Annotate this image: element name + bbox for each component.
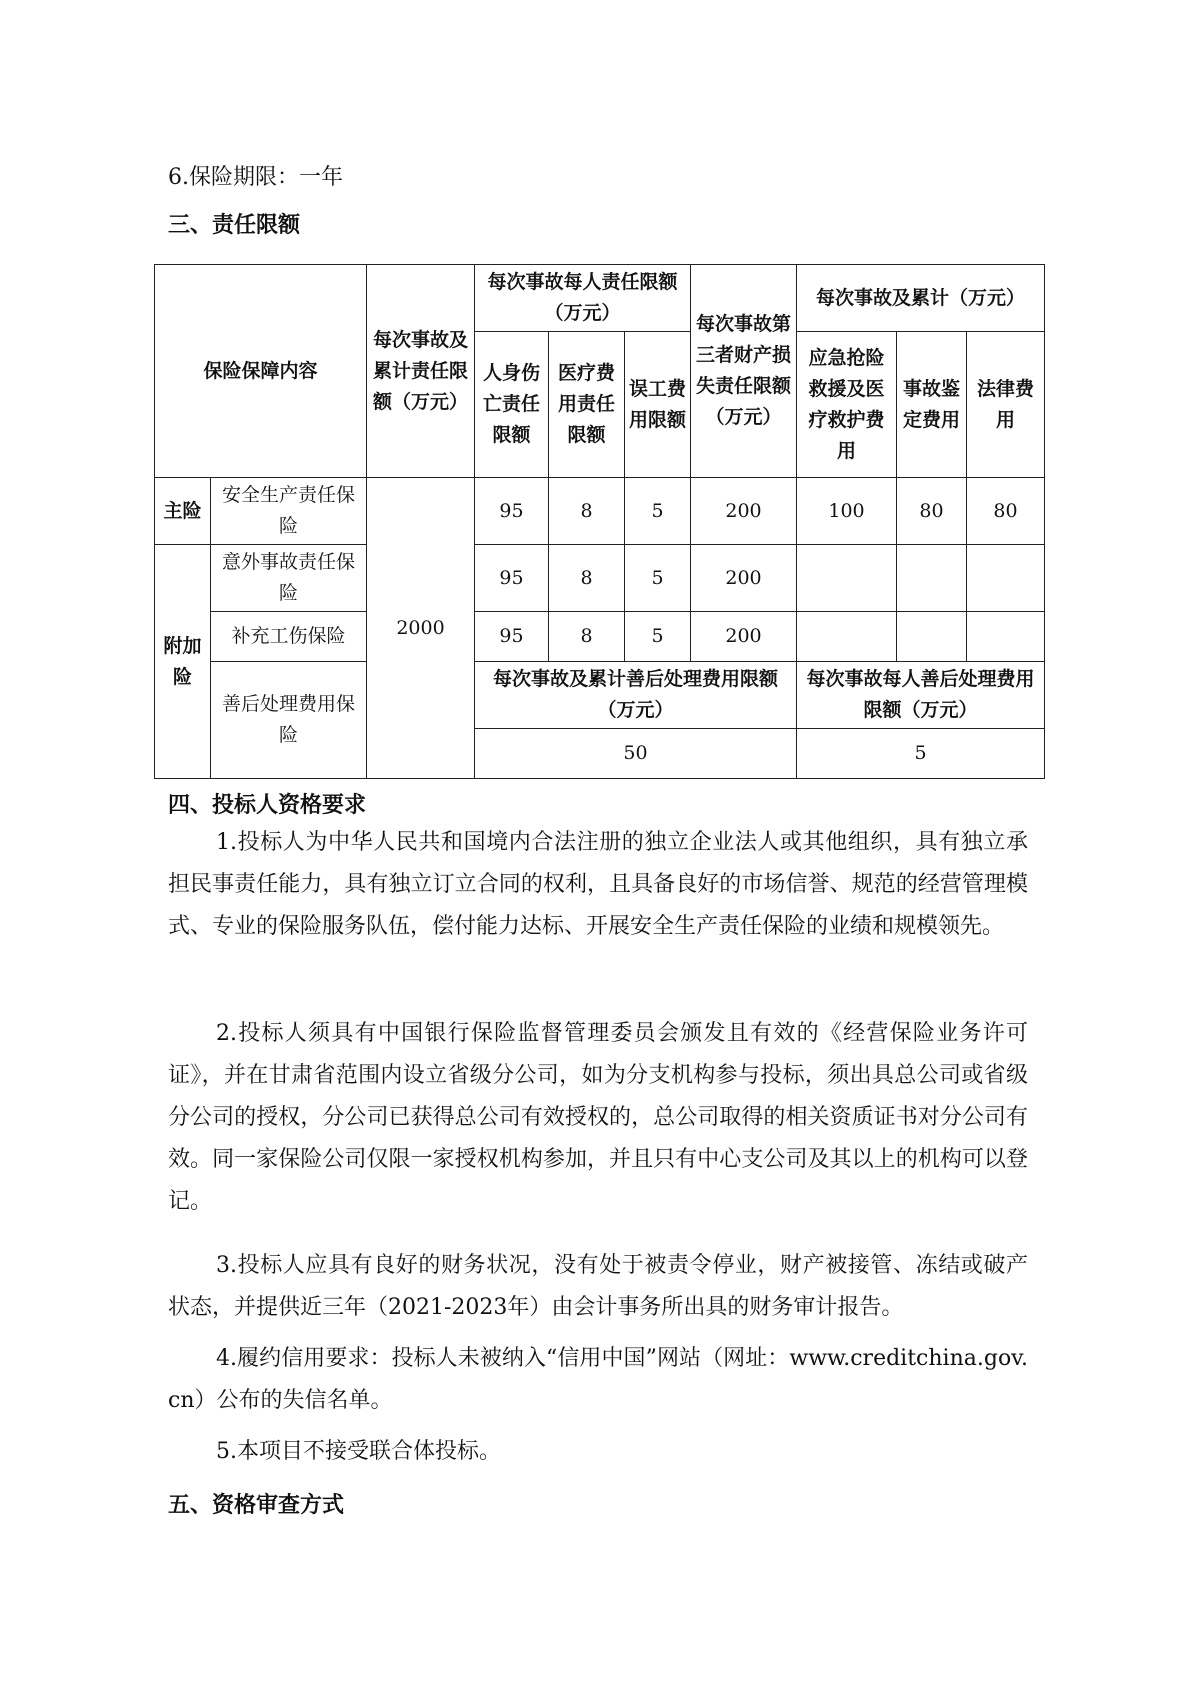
insurance-period: 6.保险期限：一年 (168, 165, 343, 190)
legal-cost-value: 80 (967, 478, 1045, 545)
header-per-accident-total-limit: 每次事故及累计责任限额（万元） (367, 265, 475, 478)
medical-limit-value: 8 (549, 612, 625, 662)
header-appraisal-cost: 事故鉴定费用 (897, 332, 967, 478)
third-party-limit-value: 200 (691, 478, 797, 545)
empty-cell (797, 545, 897, 612)
header-third-party-property-limit: 每次事故第三者财产损失责任限额（万元） (691, 265, 797, 478)
header-coverage: 保险保障内容 (155, 265, 367, 478)
header-legal-cost: 法律费用 (967, 332, 1045, 478)
appraisal-cost-value: 80 (897, 478, 967, 545)
addon-insurance-label (155, 545, 211, 779)
main-insurance-label: 主险 (155, 478, 211, 545)
header-medical-limit: 医疗费用责任限额 (549, 332, 625, 478)
row-name: 善后处理费用保险 (211, 662, 367, 779)
liability-limits-table (154, 264, 1045, 779)
header-per-person-limit-group: 每次事故每人责任限额（万元） (475, 265, 691, 332)
paragraph-3: 3.投标人应具有良好的财务状况，没有处于被责令停业，财产被接管、冻结或破产状态，并提供近三年（2021-2023年）由会计事务所出具的财务审计报告。 (168, 1253, 1028, 1320)
lost-work-limit-value: 5 (625, 545, 691, 612)
empty-cell (897, 612, 967, 662)
lost-work-limit-value: 5 (625, 478, 691, 545)
death-limit-value: 95 (475, 545, 549, 612)
paragraph-1: 1.投标人为中华人民共和国境内合法注册的独立企业法人或其他组织，具有独立承担民事责任能力，具有独立订立合同的权利，且具备良好的市场信誉、规范的经营管理模式、专业的保险服务队伍，偿付能力达标、开展安全生产责任保险的业绩和规模领先。 (168, 830, 1028, 939)
rescue-cost-value: 100 (797, 478, 897, 545)
paragraph-2: 2.投标人须具有中国银行保险监督管理委员会颁发且有效的《经营保险业务许可证》，并在甘肃省范围内设立省级分公司，如为分支机构参与投标，须出具总公司或省级分公司的授权，分公司已获得总公司有效授权的，总公司取得的相关资质证书对分公司有效。同一家保险公司仅限一家授权机构参加，并且只有中心支公司及其以上的机构可以登记。 (168, 1021, 1028, 1214)
death-limit-value: 95 (475, 478, 549, 545)
header-per-accident-group: 每次事故及累计（万元） (797, 265, 1045, 332)
medical-limit-value: 8 (549, 478, 625, 545)
table-row (155, 662, 1045, 729)
aftermath-per-person-limit-header: 每次事故每人善后处理费用限额（万元） (797, 662, 1045, 729)
section-heading-bidder-qualifications: 四、投标人资格要求 (168, 793, 367, 818)
table-row (155, 545, 1045, 612)
paragraph-5: 5.本项目不接受联合体投标。 (216, 1439, 501, 1464)
header-lost-work-limit: 误工费用限额 (625, 332, 691, 478)
aftermath-per-person-limit-value: 5 (797, 729, 1045, 779)
table-row (155, 478, 1045, 545)
row-name: 安全生产责任保险 (211, 478, 367, 545)
addon-insurance-label-text: 附加险 (163, 634, 202, 688)
empty-cell (967, 545, 1045, 612)
medical-limit-value: 8 (549, 545, 625, 612)
section-heading-liability-limits: 三、责任限额 (168, 213, 301, 238)
row-name: 补充工伤保险 (211, 612, 367, 662)
lost-work-limit-value: 5 (625, 612, 691, 662)
total-limit-value: 2000 (367, 478, 475, 779)
section-heading-qualification-review: 五、资格审查方式 (168, 1493, 345, 1518)
table-row (155, 612, 1045, 662)
empty-cell (897, 545, 967, 612)
paragraph-4: 4.履约信用要求：投标人未被纳入“信用中国”网站（网址：www.creditchina.gov.cn）公布的失信名单。 (168, 1346, 1028, 1413)
third-party-limit-value: 200 (691, 545, 797, 612)
third-party-limit-value: 200 (691, 612, 797, 662)
header-rescue-cost: 应急抢险救援及医疗救护费用 (797, 332, 897, 478)
empty-cell (797, 612, 897, 662)
aftermath-total-limit-header: 每次事故及累计善后处理费用限额（万元） (475, 662, 797, 729)
empty-cell (967, 612, 1045, 662)
death-limit-value: 95 (475, 612, 549, 662)
row-name: 意外事故责任保险 (211, 545, 367, 612)
aftermath-total-limit-value: 50 (475, 729, 797, 779)
header-death-injury-limit: 人身伤亡责任限额 (475, 332, 549, 478)
